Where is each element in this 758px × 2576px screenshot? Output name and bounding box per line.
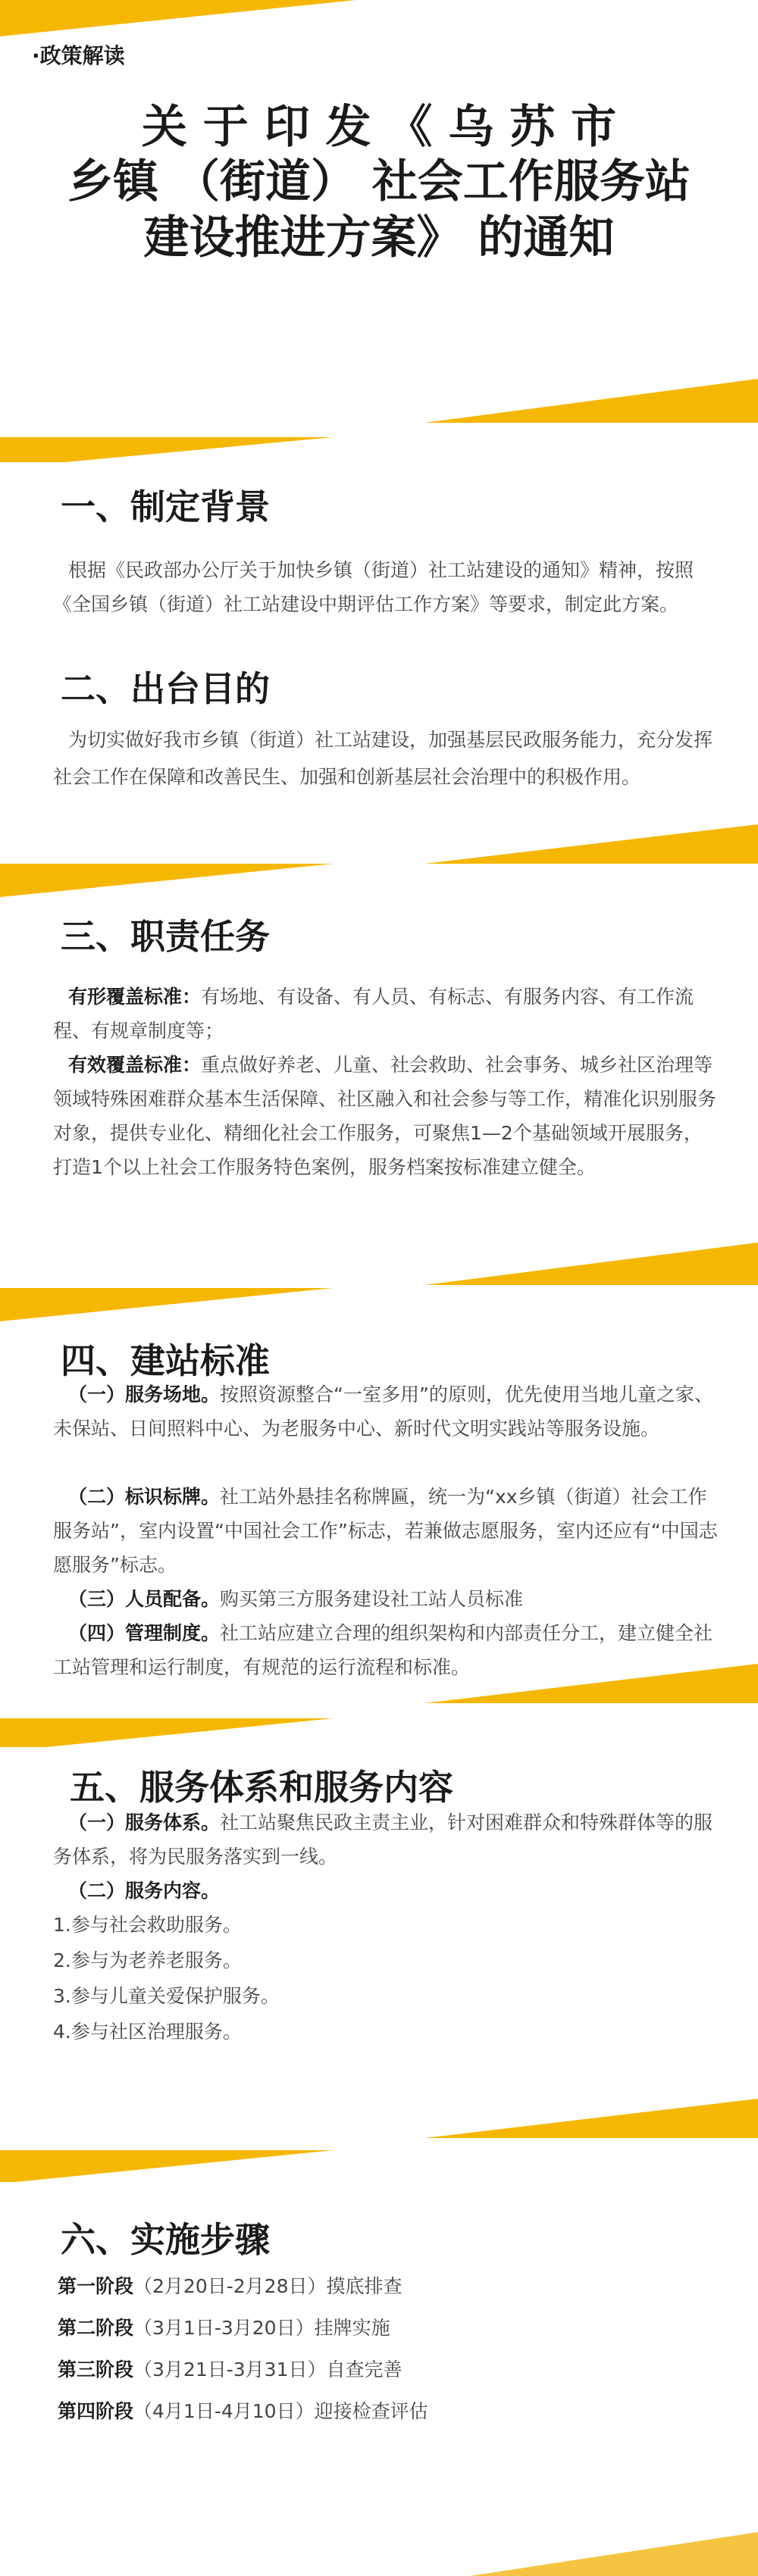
section-heading-background: 一、制定背景 <box>61 486 270 527</box>
service-system-text: 社工站聚焦民政主责主业，针对困难群众和特殊群体等的服务体系，将为民服务落实到一线。 <box>53 1812 713 1868</box>
management-label: （四）管理制度。 <box>68 1622 221 1644</box>
signage-label: （二）标识标牌。 <box>68 1486 221 1508</box>
management-text: 社工站应建立合理的组织架构和内部责任分工，建立健全社工站管理和运行制度，有规范的运行流程和标准。 <box>53 1622 713 1678</box>
section-divider-2 <box>0 824 758 908</box>
service-content-label: （二）服务内容。 <box>68 1880 221 1902</box>
page-title-line-1: 关 于 印 发 《 乌 苏 市 <box>141 101 617 154</box>
duties-paragraph-tangible <box>53 980 720 1048</box>
category-tag: ·政策解读 <box>32 43 125 68</box>
step-item: 第一阶段（2月20日-2月28日）摸底排查 <box>58 2275 402 2297</box>
staffing-label: （三）人员配备。 <box>68 1588 221 1610</box>
service-item: 4.参与社区治理服务。 <box>53 2021 242 2043</box>
signage-text: 社工站外悬挂名称牌匾，统一为“xx乡镇（街道）社会工作服务站”，室内设置“中国社会工作”标志，若兼做志愿服务，室内还应有“中国志愿服务”标志。 <box>53 1486 718 1576</box>
step-item: 第三阶段（3月21日-3月31日）自查完善 <box>58 2359 402 2381</box>
venue-label: （一）服务场地。 <box>68 1383 221 1405</box>
section-divider-4 <box>0 1664 758 1747</box>
tangible-standard-text: 有场地、有设备、有人员、有标志、有服务内容、有工作流程、有规章制度等； <box>53 986 694 1042</box>
purpose-paragraph: 为切实做好我市乡镇（街道）社工站建设，加强基层民政服务能力，充分发挥社会工作在保障和改善民生、加强和创新基层社会治理中的积极作用。 <box>53 729 713 788</box>
standards-paragraph-signage <box>53 1480 720 1582</box>
service-system-paragraph <box>53 1805 720 1874</box>
page-title-line-2: 乡镇 （街道） 社会工作服务站 <box>67 155 691 208</box>
effective-standard-text: 重点做好养老、儿童、社会救助、社会事务、城乡社区治理等领域特殊困难群众基本生活保障、社区融入和社会参与等工作，精准化识别服务对象，提供专业化、精细化社会工作服务，可聚焦1—2个基础领域开展服务，打造1个以上社会工作服务特色案例，服务档案按标准建立健全。 <box>53 1054 717 1178</box>
section-divider-3 <box>0 1243 758 1326</box>
effective-standard-label: 有效覆盖标准： <box>68 1054 202 1076</box>
standards-paragraph-venue <box>53 1377 720 1446</box>
service-item: 3.参与儿童关爱保护服务。 <box>53 1985 280 2007</box>
duties-paragraph-effective <box>53 1048 720 1184</box>
decorative-stripe-bottom <box>0 2493 758 2576</box>
section-divider-5 <box>0 2099 758 2182</box>
staffing-text: 购买第三方服务建设社工站人员标准 <box>220 1588 524 1610</box>
venue-text: 按照资源整合“一室多用”的原则，优先使用当地儿童之家、未保站、日间照料中心、为老服务中心、新时代文明实践站等服务设施。 <box>53 1383 713 1440</box>
section-heading-purpose: 二、出台目的 <box>61 668 270 709</box>
page-title-line-3: 建设推进方案》 的通知 <box>143 211 615 264</box>
background-paragraph: 根据《民政部办公厅关于加快乡镇（街道）社工站建设的通知》精神，按照《全国乡镇（街道）社工站建设中期评估工作方案》等要求，制定此方案。 <box>53 559 694 615</box>
section-heading-service-system: 五、服务体系和服务内容 <box>70 1767 453 1808</box>
service-item: 2.参与为老养老服务。 <box>53 1949 242 1971</box>
step-item: 第四阶段（4月1日-4月10日）迎接检查评估 <box>58 2400 428 2422</box>
section-heading-steps: 六、实施步骤 <box>61 2219 270 2260</box>
section-heading-duties: 三、职责任务 <box>61 916 270 957</box>
section-divider-1 <box>0 379 758 462</box>
section-heading-standards: 四、建站标准 <box>61 1340 270 1381</box>
tangible-standard-label: 有形覆盖标准： <box>68 986 202 1008</box>
step-item: 第二阶段（3月1日-3月20日）挂牌实施 <box>58 2317 390 2339</box>
service-system-label: （一）服务体系。 <box>68 1812 221 1834</box>
service-item: 1.参与社会救助服务。 <box>53 1914 242 1936</box>
standards-paragraph-staffing <box>53 1582 720 1616</box>
